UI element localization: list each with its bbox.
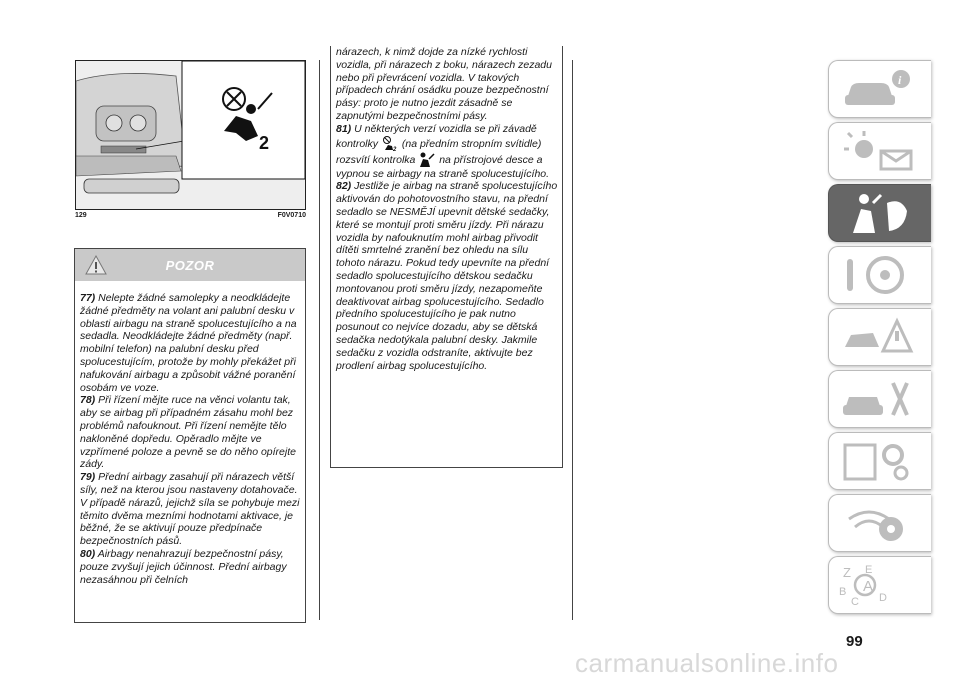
car-service-icon (839, 375, 919, 423)
svg-text:i: i (898, 73, 902, 87)
tab-car-info[interactable] (828, 60, 931, 118)
tab-safety[interactable] (828, 184, 931, 242)
figure-number: 129 (75, 212, 87, 219)
svg-text:2: 2 (392, 146, 397, 152)
overhead-console-illustration (76, 61, 305, 209)
warning-header (75, 249, 305, 281)
continuation-intro: nárazech, k nimž dojde za nízké rychlosti vozidla, při nárazech z boku, nárazech zezadu nebo při převrácení vozidla. V takových případech chrání osádku pouze bezpečnostní pásy: proto je nutno jezdit zásadně se zapnutými bezpečnostními pásy. (336, 46, 552, 122)
svg-text:2: 2 (259, 133, 270, 153)
multimedia-icon (839, 499, 919, 547)
svg-text:D: D (879, 592, 887, 604)
tab-index[interactable] (828, 556, 931, 614)
warning-paragraph-79: 79) Přední airbagy zasahují při nárazech větší síly, než na kterou jsou nastaveny dotahovače. V případě nárazů, jejichž síla se pohybuje mezi těmito dvěma mezními hodnotami aktivace, je běžné, že se aktivují pouze předpínače bezpečnostních pásů. (80, 471, 300, 548)
tab-lights-messages[interactable] (828, 122, 931, 180)
warning-paragraph-77: 77) Nelepte žádné samolepky a neodkládejte žádné předměty na volant ani palubní desku v oblasti airbagu na straně spolucestujícího a na sedadla. Neodkládejte žádné předměty (např. mobilní telefon) na palubní desku před spolucestujícím, protože by mohly překážet při nafukování airbagu a způsobit vážné poranění osobám ve voze. (80, 292, 297, 394)
tab-maintenance[interactable] (828, 370, 931, 428)
warning-paragraph-82: 82) Jestliže je airbag na straně spolucestujícího aktivován do pohotovostního stavu, na přední sedadlo se NESMĚJÍ upevnit dětské sedačky, které se montují proti směru jízdy. Při nárazu vozidla by nafouknutím mohl airbag přivodit dítěti smrtelné zranění bez ohledu na sílu tohoto nárazu. Pokud tedy upevníte na přední sedadlo spolucestujícího dětskou sedačku montovanou proti směru jízdy, nezapomeňte deaktivovat airbag spolucestujícího. Sedadlo předního spolucestujícího je pak nutno posunout co nejvíce dozadu, aby se dětská sedačka nedotýkala palubní desky. Jakmile sedačku z vozidla odstraníte, aktivujte bez prodlení airbag spolucestujícího. (336, 180, 558, 372)
airbag-off-2-icon (381, 136, 399, 152)
page-number: 99 (846, 633, 863, 650)
airbag-seatbelt-icon (839, 189, 919, 237)
tab-technical-data[interactable] (828, 432, 931, 490)
airbag-off-light-figure (75, 60, 306, 210)
warning-continuation-box (330, 46, 563, 468)
warning-paragraph-78: 78) Při řízení mějte ruce na věnci volantu tak, aby se airbag při případném zásahu mohl bez problémů nafouknout. Při řízení nemějte tělo nakloněné dopředu. Opěradlo mějte ve vzpřímené poloze a pevně se do něho opírejte zády. (80, 394, 296, 471)
figure-code: F0V0710 (277, 212, 306, 219)
steering-wheel-key-icon (839, 251, 919, 299)
warning-box (74, 248, 306, 623)
technical-data-gears-icon (839, 437, 919, 485)
column-divider-right (572, 60, 573, 620)
warning-paragraph-81: 81) U některých verzí vozidla se při závadě kontrolky 2 (na předním stropním svítidle) rozsvítí kontrolka na přístrojové desce a vypnou se airbagy na straně spolucestujícího. (336, 122, 550, 180)
lights-message-icon (839, 127, 919, 175)
accident-warning-icon (839, 313, 919, 361)
watermark: carmanualsonline.info (575, 648, 839, 678)
airbag-warning-icon (418, 152, 436, 168)
tab-emergency[interactable] (828, 308, 931, 366)
svg-text:B: B (839, 586, 847, 598)
svg-text:C: C (851, 596, 859, 608)
car-info-icon (839, 65, 919, 113)
svg-text:Z: Z (843, 565, 851, 580)
column-divider (319, 60, 320, 620)
svg-text:E: E (865, 564, 873, 576)
tab-multimedia[interactable] (828, 494, 931, 552)
warning-paragraph-80: 80) Airbagy nenahrazují bezpečnostní pásy, pouze zvyšují jejich účinnost. Přední airbagy nezasáhnou při čelních (80, 547, 287, 586)
index-letters-icon (839, 561, 919, 609)
svg-text:A: A (863, 578, 874, 595)
continuation-content (336, 46, 560, 372)
warning-content (80, 292, 303, 586)
warning-title: POZOR (165, 258, 215, 273)
tab-starting-driving[interactable] (828, 246, 931, 304)
